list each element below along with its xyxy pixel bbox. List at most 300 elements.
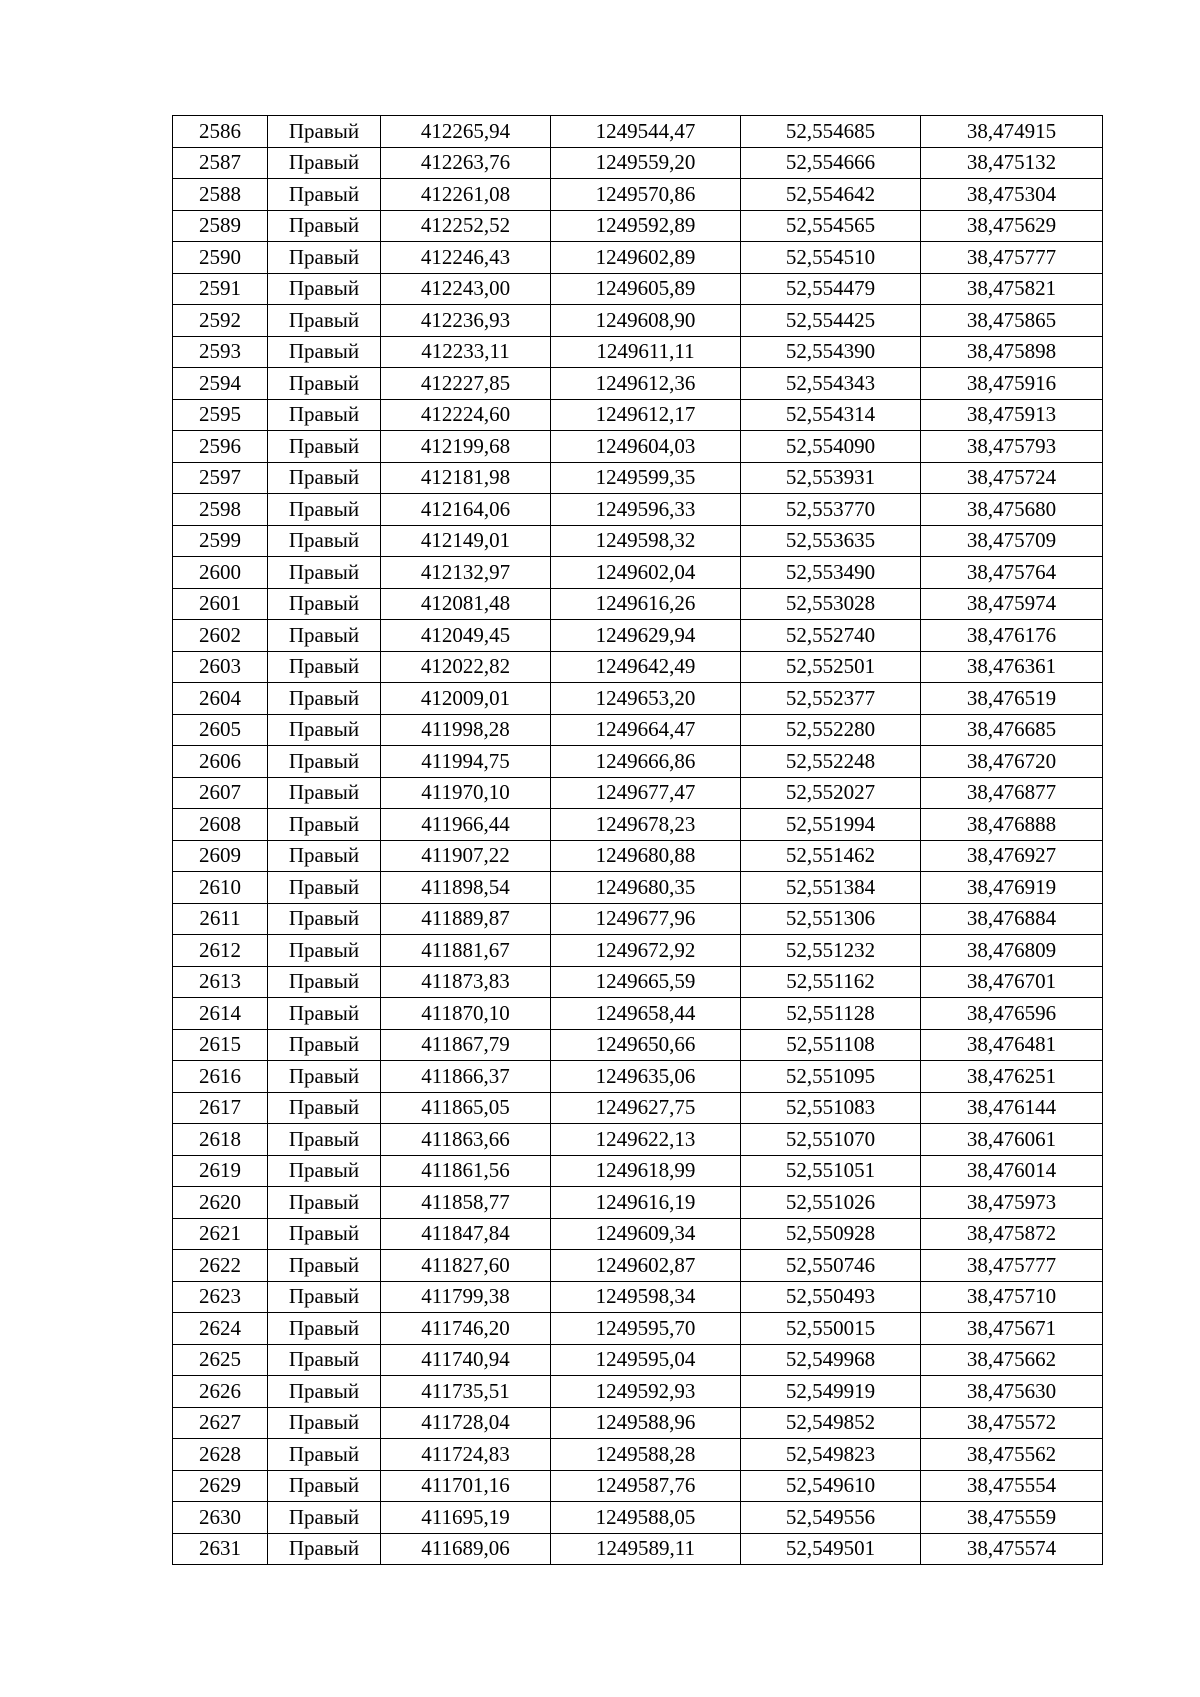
point-number-cell: 2587 — [173, 147, 268, 179]
latitude-cell: 52,549556 — [741, 1502, 921, 1534]
y-coordinate-cell: 1249605,89 — [551, 273, 741, 305]
y-coordinate-cell: 1249635,06 — [551, 1061, 741, 1093]
x-coordinate-cell: 411907,22 — [381, 840, 551, 872]
latitude-cell: 52,551306 — [741, 903, 921, 935]
y-coordinate-cell: 1249588,28 — [551, 1439, 741, 1471]
x-coordinate-cell: 411799,38 — [381, 1281, 551, 1313]
side-cell: Правый — [268, 1124, 381, 1156]
table-row — [173, 462, 1103, 494]
latitude-cell: 52,554685 — [741, 116, 921, 148]
side-cell: Правый — [268, 1470, 381, 1502]
point-number-cell: 2589 — [173, 210, 268, 242]
side-cell: Правый — [268, 147, 381, 179]
x-coordinate-cell: 412263,76 — [381, 147, 551, 179]
table-row — [173, 1250, 1103, 1282]
x-coordinate-cell: 412164,06 — [381, 494, 551, 526]
y-coordinate-cell: 1249616,19 — [551, 1187, 741, 1219]
point-number-cell: 2617 — [173, 1092, 268, 1124]
side-cell: Правый — [268, 1187, 381, 1219]
side-cell: Правый — [268, 116, 381, 148]
table-row — [173, 336, 1103, 368]
y-coordinate-cell: 1249602,87 — [551, 1250, 741, 1282]
table-row — [173, 368, 1103, 400]
latitude-cell: 52,550746 — [741, 1250, 921, 1282]
table-row — [173, 998, 1103, 1030]
longitude-cell: 38,476884 — [921, 903, 1103, 935]
table-row — [173, 1407, 1103, 1439]
point-number-cell: 2595 — [173, 399, 268, 431]
longitude-cell: 38,476701 — [921, 966, 1103, 998]
y-coordinate-cell: 1249677,47 — [551, 777, 741, 809]
side-cell: Правый — [268, 1061, 381, 1093]
latitude-cell: 52,552248 — [741, 746, 921, 778]
side-cell: Правый — [268, 1344, 381, 1376]
table-row — [173, 431, 1103, 463]
x-coordinate-cell: 411994,75 — [381, 746, 551, 778]
side-cell: Правый — [268, 588, 381, 620]
y-coordinate-cell: 1249680,88 — [551, 840, 741, 872]
longitude-cell: 38,475793 — [921, 431, 1103, 463]
longitude-cell: 38,475764 — [921, 557, 1103, 589]
longitude-cell: 38,475872 — [921, 1218, 1103, 1250]
table-row — [173, 273, 1103, 305]
x-coordinate-cell: 411740,94 — [381, 1344, 551, 1376]
side-cell: Правый — [268, 966, 381, 998]
y-coordinate-cell: 1249592,93 — [551, 1376, 741, 1408]
x-coordinate-cell: 412252,52 — [381, 210, 551, 242]
side-cell: Правый — [268, 1407, 381, 1439]
latitude-cell: 52,551095 — [741, 1061, 921, 1093]
side-cell: Правый — [268, 620, 381, 652]
y-coordinate-cell: 1249602,89 — [551, 242, 741, 274]
x-coordinate-cell: 412199,68 — [381, 431, 551, 463]
latitude-cell: 52,551128 — [741, 998, 921, 1030]
table-row — [173, 557, 1103, 589]
y-coordinate-cell: 1249588,05 — [551, 1502, 741, 1534]
y-coordinate-cell: 1249642,49 — [551, 651, 741, 683]
y-coordinate-cell: 1249658,44 — [551, 998, 741, 1030]
point-number-cell: 2594 — [173, 368, 268, 400]
point-number-cell: 2602 — [173, 620, 268, 652]
table-row — [173, 1313, 1103, 1345]
point-number-cell: 2621 — [173, 1218, 268, 1250]
x-coordinate-cell: 411735,51 — [381, 1376, 551, 1408]
side-cell: Правый — [268, 494, 381, 526]
table-row — [173, 1187, 1103, 1219]
longitude-cell: 38,476519 — [921, 683, 1103, 715]
point-number-cell: 2604 — [173, 683, 268, 715]
longitude-cell: 38,475777 — [921, 242, 1103, 274]
longitude-cell: 38,476927 — [921, 840, 1103, 872]
x-coordinate-cell: 411746,20 — [381, 1313, 551, 1345]
side-cell: Правый — [268, 714, 381, 746]
point-number-cell: 2598 — [173, 494, 268, 526]
table-row — [173, 588, 1103, 620]
x-coordinate-cell: 412236,93 — [381, 305, 551, 337]
point-number-cell: 2607 — [173, 777, 268, 809]
side-cell: Правый — [268, 273, 381, 305]
y-coordinate-cell: 1249570,86 — [551, 179, 741, 211]
table-row — [173, 683, 1103, 715]
x-coordinate-cell: 411827,60 — [381, 1250, 551, 1282]
x-coordinate-cell: 411970,10 — [381, 777, 551, 809]
latitude-cell: 52,554425 — [741, 305, 921, 337]
longitude-cell: 38,474915 — [921, 116, 1103, 148]
point-number-cell: 2615 — [173, 1029, 268, 1061]
side-cell: Правый — [268, 998, 381, 1030]
side-cell: Правый — [268, 840, 381, 872]
y-coordinate-cell: 1249612,36 — [551, 368, 741, 400]
latitude-cell: 52,553028 — [741, 588, 921, 620]
side-cell: Правый — [268, 1029, 381, 1061]
x-coordinate-cell: 411701,16 — [381, 1470, 551, 1502]
latitude-cell: 52,552027 — [741, 777, 921, 809]
x-coordinate-cell: 412022,82 — [381, 651, 551, 683]
latitude-cell: 52,554390 — [741, 336, 921, 368]
side-cell: Правый — [268, 557, 381, 589]
latitude-cell: 52,549919 — [741, 1376, 921, 1408]
table-row — [173, 714, 1103, 746]
table-row — [173, 116, 1103, 148]
longitude-cell: 38,475865 — [921, 305, 1103, 337]
x-coordinate-cell: 411689,06 — [381, 1533, 551, 1565]
y-coordinate-cell: 1249618,99 — [551, 1155, 741, 1187]
table-row — [173, 179, 1103, 211]
y-coordinate-cell: 1249629,94 — [551, 620, 741, 652]
latitude-cell: 52,552377 — [741, 683, 921, 715]
latitude-cell: 52,553931 — [741, 462, 921, 494]
latitude-cell: 52,551384 — [741, 872, 921, 904]
x-coordinate-cell: 411865,05 — [381, 1092, 551, 1124]
table-row — [173, 651, 1103, 683]
side-cell: Правый — [268, 1439, 381, 1471]
side-cell: Правый — [268, 683, 381, 715]
x-coordinate-cell: 411881,67 — [381, 935, 551, 967]
y-coordinate-cell: 1249609,34 — [551, 1218, 741, 1250]
table-row — [173, 305, 1103, 337]
longitude-cell: 38,476596 — [921, 998, 1103, 1030]
y-coordinate-cell: 1249612,17 — [551, 399, 741, 431]
side-cell: Правый — [268, 1092, 381, 1124]
table-row — [173, 1502, 1103, 1534]
table-row — [173, 1439, 1103, 1471]
y-coordinate-cell: 1249616,26 — [551, 588, 741, 620]
y-coordinate-cell: 1249595,04 — [551, 1344, 741, 1376]
x-coordinate-cell: 411898,54 — [381, 872, 551, 904]
table-row — [173, 1376, 1103, 1408]
point-number-cell: 2608 — [173, 809, 268, 841]
longitude-cell: 38,476685 — [921, 714, 1103, 746]
y-coordinate-cell: 1249666,86 — [551, 746, 741, 778]
latitude-cell: 52,550928 — [741, 1218, 921, 1250]
latitude-cell: 52,551232 — [741, 935, 921, 967]
longitude-cell: 38,476176 — [921, 620, 1103, 652]
point-number-cell: 2597 — [173, 462, 268, 494]
latitude-cell: 52,553490 — [741, 557, 921, 589]
table-row — [173, 210, 1103, 242]
point-number-cell: 2625 — [173, 1344, 268, 1376]
coordinates-table-body — [173, 116, 1103, 1565]
y-coordinate-cell: 1249650,66 — [551, 1029, 741, 1061]
x-coordinate-cell: 411873,83 — [381, 966, 551, 998]
coordinates-table — [172, 115, 1103, 1565]
x-coordinate-cell: 411866,37 — [381, 1061, 551, 1093]
latitude-cell: 52,554642 — [741, 179, 921, 211]
x-coordinate-cell: 412149,01 — [381, 525, 551, 557]
side-cell: Правый — [268, 368, 381, 400]
x-coordinate-cell: 411998,28 — [381, 714, 551, 746]
longitude-cell: 38,475574 — [921, 1533, 1103, 1565]
latitude-cell: 52,552740 — [741, 620, 921, 652]
point-number-cell: 2624 — [173, 1313, 268, 1345]
y-coordinate-cell: 1249559,20 — [551, 147, 741, 179]
latitude-cell: 52,549501 — [741, 1533, 921, 1565]
x-coordinate-cell: 411847,84 — [381, 1218, 551, 1250]
table-row — [173, 1124, 1103, 1156]
y-coordinate-cell: 1249599,35 — [551, 462, 741, 494]
y-coordinate-cell: 1249653,20 — [551, 683, 741, 715]
x-coordinate-cell: 411858,77 — [381, 1187, 551, 1219]
point-number-cell: 2600 — [173, 557, 268, 589]
x-coordinate-cell: 412049,45 — [381, 620, 551, 652]
point-number-cell: 2616 — [173, 1061, 268, 1093]
point-number-cell: 2619 — [173, 1155, 268, 1187]
x-coordinate-cell: 411728,04 — [381, 1407, 551, 1439]
side-cell: Правый — [268, 399, 381, 431]
longitude-cell: 38,475662 — [921, 1344, 1103, 1376]
point-number-cell: 2591 — [173, 273, 268, 305]
table-row — [173, 1029, 1103, 1061]
longitude-cell: 38,475821 — [921, 273, 1103, 305]
y-coordinate-cell: 1249589,11 — [551, 1533, 741, 1565]
y-coordinate-cell: 1249588,96 — [551, 1407, 741, 1439]
latitude-cell: 52,551108 — [741, 1029, 921, 1061]
latitude-cell: 52,553770 — [741, 494, 921, 526]
y-coordinate-cell: 1249664,47 — [551, 714, 741, 746]
point-number-cell: 2596 — [173, 431, 268, 463]
longitude-cell: 38,475974 — [921, 588, 1103, 620]
latitude-cell: 52,551070 — [741, 1124, 921, 1156]
latitude-cell: 52,552501 — [741, 651, 921, 683]
side-cell: Правый — [268, 242, 381, 274]
table-row — [173, 840, 1103, 872]
latitude-cell: 52,551162 — [741, 966, 921, 998]
latitude-cell: 52,551051 — [741, 1155, 921, 1187]
x-coordinate-cell: 411861,56 — [381, 1155, 551, 1187]
longitude-cell: 38,475973 — [921, 1187, 1103, 1219]
longitude-cell: 38,476809 — [921, 935, 1103, 967]
table-row — [173, 147, 1103, 179]
table-row — [173, 620, 1103, 652]
point-number-cell: 2614 — [173, 998, 268, 1030]
table-row — [173, 777, 1103, 809]
latitude-cell: 52,551994 — [741, 809, 921, 841]
latitude-cell: 52,549610 — [741, 1470, 921, 1502]
point-number-cell: 2599 — [173, 525, 268, 557]
point-number-cell: 2623 — [173, 1281, 268, 1313]
x-coordinate-cell: 411966,44 — [381, 809, 551, 841]
point-number-cell: 2588 — [173, 179, 268, 211]
point-number-cell: 2626 — [173, 1376, 268, 1408]
x-coordinate-cell: 412132,97 — [381, 557, 551, 589]
x-coordinate-cell: 412233,11 — [381, 336, 551, 368]
table-row — [173, 1533, 1103, 1565]
longitude-cell: 38,475913 — [921, 399, 1103, 431]
side-cell: Правый — [268, 935, 381, 967]
longitude-cell: 38,475724 — [921, 462, 1103, 494]
point-number-cell: 2622 — [173, 1250, 268, 1282]
point-number-cell: 2618 — [173, 1124, 268, 1156]
latitude-cell: 52,554090 — [741, 431, 921, 463]
y-coordinate-cell: 1249587,76 — [551, 1470, 741, 1502]
x-coordinate-cell: 411724,83 — [381, 1439, 551, 1471]
side-cell: Правый — [268, 651, 381, 683]
y-coordinate-cell: 1249627,75 — [551, 1092, 741, 1124]
latitude-cell: 52,554666 — [741, 147, 921, 179]
y-coordinate-cell: 1249665,59 — [551, 966, 741, 998]
latitude-cell: 52,551083 — [741, 1092, 921, 1124]
table-row — [173, 872, 1103, 904]
longitude-cell: 38,476251 — [921, 1061, 1103, 1093]
y-coordinate-cell: 1249598,34 — [551, 1281, 741, 1313]
x-coordinate-cell: 412181,98 — [381, 462, 551, 494]
x-coordinate-cell: 411867,79 — [381, 1029, 551, 1061]
longitude-cell: 38,476144 — [921, 1092, 1103, 1124]
longitude-cell: 38,476877 — [921, 777, 1103, 809]
table-row — [173, 746, 1103, 778]
point-number-cell: 2586 — [173, 116, 268, 148]
y-coordinate-cell: 1249608,90 — [551, 305, 741, 337]
point-number-cell: 2620 — [173, 1187, 268, 1219]
latitude-cell: 52,549852 — [741, 1407, 921, 1439]
side-cell: Правый — [268, 210, 381, 242]
table-row — [173, 966, 1103, 998]
y-coordinate-cell: 1249596,33 — [551, 494, 741, 526]
side-cell: Правый — [268, 872, 381, 904]
table-row — [173, 1061, 1103, 1093]
side-cell: Правый — [268, 1250, 381, 1282]
longitude-cell: 38,475710 — [921, 1281, 1103, 1313]
longitude-cell: 38,476888 — [921, 809, 1103, 841]
side-cell: Правый — [268, 903, 381, 935]
latitude-cell: 52,549823 — [741, 1439, 921, 1471]
latitude-cell: 52,554510 — [741, 242, 921, 274]
y-coordinate-cell: 1249611,11 — [551, 336, 741, 368]
x-coordinate-cell: 411863,66 — [381, 1124, 551, 1156]
latitude-cell: 52,551462 — [741, 840, 921, 872]
table-row — [173, 1155, 1103, 1187]
latitude-cell: 52,554314 — [741, 399, 921, 431]
point-number-cell: 2610 — [173, 872, 268, 904]
table-row — [173, 1092, 1103, 1124]
table-row — [173, 1344, 1103, 1376]
point-number-cell: 2593 — [173, 336, 268, 368]
x-coordinate-cell: 412246,43 — [381, 242, 551, 274]
latitude-cell: 52,554479 — [741, 273, 921, 305]
point-number-cell: 2631 — [173, 1533, 268, 1565]
side-cell: Правый — [268, 1376, 381, 1408]
side-cell: Правый — [268, 431, 381, 463]
table-row — [173, 809, 1103, 841]
y-coordinate-cell: 1249677,96 — [551, 903, 741, 935]
point-number-cell: 2603 — [173, 651, 268, 683]
longitude-cell: 38,475554 — [921, 1470, 1103, 1502]
longitude-cell: 38,476361 — [921, 651, 1103, 683]
side-cell: Правый — [268, 1218, 381, 1250]
x-coordinate-cell: 412081,48 — [381, 588, 551, 620]
longitude-cell: 38,475680 — [921, 494, 1103, 526]
point-number-cell: 2601 — [173, 588, 268, 620]
x-coordinate-cell: 412261,08 — [381, 179, 551, 211]
x-coordinate-cell: 411889,87 — [381, 903, 551, 935]
longitude-cell: 38,475916 — [921, 368, 1103, 400]
longitude-cell: 38,476014 — [921, 1155, 1103, 1187]
side-cell: Правый — [268, 777, 381, 809]
point-number-cell: 2630 — [173, 1502, 268, 1534]
side-cell: Правый — [268, 1281, 381, 1313]
table-row — [173, 494, 1103, 526]
y-coordinate-cell: 1249592,89 — [551, 210, 741, 242]
table-row — [173, 1470, 1103, 1502]
side-cell: Правый — [268, 336, 381, 368]
side-cell: Правый — [268, 525, 381, 557]
side-cell: Правый — [268, 305, 381, 337]
latitude-cell: 52,549968 — [741, 1344, 921, 1376]
point-number-cell: 2609 — [173, 840, 268, 872]
longitude-cell: 38,476481 — [921, 1029, 1103, 1061]
longitude-cell: 38,475629 — [921, 210, 1103, 242]
y-coordinate-cell: 1249680,35 — [551, 872, 741, 904]
x-coordinate-cell: 412224,60 — [381, 399, 551, 431]
y-coordinate-cell: 1249595,70 — [551, 1313, 741, 1345]
longitude-cell: 38,475630 — [921, 1376, 1103, 1408]
point-number-cell: 2628 — [173, 1439, 268, 1471]
longitude-cell: 38,475562 — [921, 1439, 1103, 1471]
side-cell: Правый — [268, 1533, 381, 1565]
table-row — [173, 903, 1103, 935]
point-number-cell: 2613 — [173, 966, 268, 998]
y-coordinate-cell: 1249544,47 — [551, 116, 741, 148]
side-cell: Правый — [268, 1502, 381, 1534]
side-cell: Правый — [268, 1313, 381, 1345]
x-coordinate-cell: 412265,94 — [381, 116, 551, 148]
latitude-cell: 52,550493 — [741, 1281, 921, 1313]
longitude-cell: 38,475671 — [921, 1313, 1103, 1345]
longitude-cell: 38,476720 — [921, 746, 1103, 778]
x-coordinate-cell: 411870,10 — [381, 998, 551, 1030]
y-coordinate-cell: 1249678,23 — [551, 809, 741, 841]
x-coordinate-cell: 412009,01 — [381, 683, 551, 715]
point-number-cell: 2606 — [173, 746, 268, 778]
table-row — [173, 399, 1103, 431]
table-row — [173, 525, 1103, 557]
latitude-cell: 52,552280 — [741, 714, 921, 746]
point-number-cell: 2611 — [173, 903, 268, 935]
longitude-cell: 38,475898 — [921, 336, 1103, 368]
x-coordinate-cell: 411695,19 — [381, 1502, 551, 1534]
table-row — [173, 935, 1103, 967]
side-cell: Правый — [268, 1155, 381, 1187]
longitude-cell: 38,475132 — [921, 147, 1103, 179]
y-coordinate-cell: 1249622,13 — [551, 1124, 741, 1156]
longitude-cell: 38,475304 — [921, 179, 1103, 211]
y-coordinate-cell: 1249598,32 — [551, 525, 741, 557]
longitude-cell: 38,475709 — [921, 525, 1103, 557]
point-number-cell: 2590 — [173, 242, 268, 274]
point-number-cell: 2629 — [173, 1470, 268, 1502]
latitude-cell: 52,554343 — [741, 368, 921, 400]
point-number-cell: 2627 — [173, 1407, 268, 1439]
